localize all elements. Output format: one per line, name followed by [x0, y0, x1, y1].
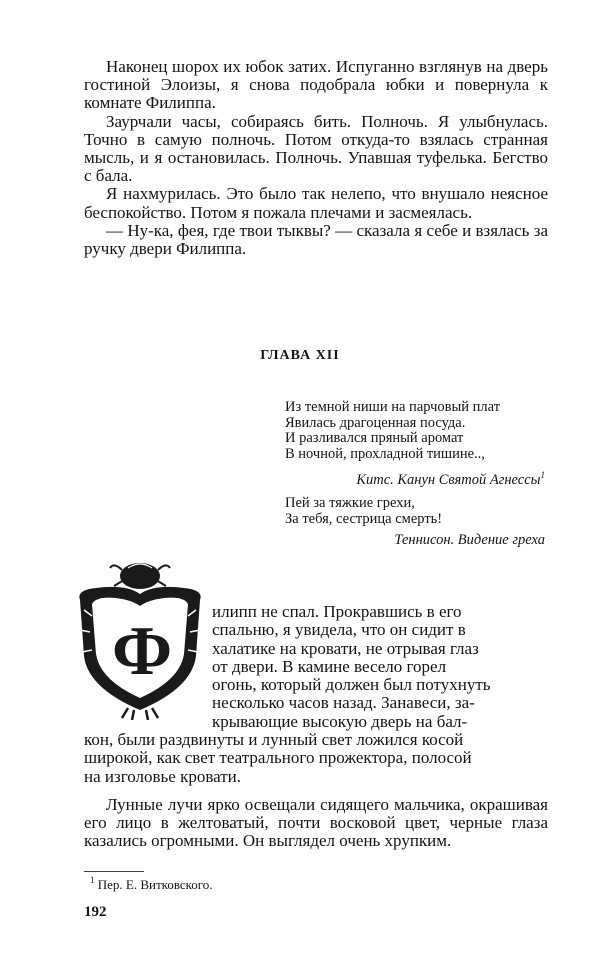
paragraph-3: Я нахмурилась. Это было так нелепо, что внушало неясное беспокойство. Потом я пожала плечами и засмеялась.	[84, 184, 548, 222]
epigraph-tennyson	[285, 496, 545, 549]
drop-cap-letter: Ф	[111, 613, 173, 690]
epigraph-line: Пей за тяжкие грехи,	[285, 495, 415, 511]
epigraph-keats	[285, 400, 545, 489]
text-line: халатике на кровати, не отрывая глаз	[212, 638, 479, 658]
text-line: крывающие высокую дверь на бал-	[212, 711, 468, 731]
text-line: на изголовье кровати.	[84, 766, 242, 786]
text-line: несколько часов назад. Занавеси, за-	[212, 693, 475, 713]
epigraph-attribution: Китс. Канун Святой Агнессы$^1$	[356, 470, 545, 488]
text-line: широкой, как свет театрального прожектора, полосой	[84, 748, 472, 768]
text-line: от двери. В камине весело горел	[212, 656, 447, 676]
text-line: огонь, который должен был потухнуть	[212, 675, 491, 695]
paragraph-4: — Ну-ка, фея, где твои тыквы? — сказала я себе и взялась за ручку двери Филиппа.	[84, 220, 548, 259]
paragraph-1: Наконец шорох их юбок затих. Испуганно взглянув на дверь гостиной Элоизы, я снова подобрала юбки и повернула к комнате Филиппа.	[84, 57, 548, 113]
epigraph-attribution: Теннисон. Видение греха	[394, 532, 545, 548]
footnote: $^1$ Пер. Е. Витковского.	[90, 875, 213, 892]
paragraph-2: Заурчали часы, собираясь бить. Полночь. Я улыбнулась. Точно в самую полночь. Потом откуда-то взялась странная мысль, и я остановилась. Полночь. Упавшая туфелька. Бегство с бала.	[84, 111, 548, 186]
epigraph-line: Явилась драгоценная посуда.	[285, 414, 466, 431]
text-line: спальню, я увидела, что он сидит в	[212, 620, 466, 640]
epigraph-line: В ночной, прохладной тишине..,	[285, 445, 485, 462]
closing-paragraph: Лунные лучи ярко освещали сидящего мальчика, окрашивая его лицо в желтоватый, почти восковой цвет, черные глаза казались огромными. Он выглядел очень хрупким.	[84, 795, 548, 851]
footnote-marker: 1	[90, 875, 95, 885]
chapter-opening-paragraph	[84, 603, 548, 786]
text-line: кон, были раздвинуты и лунный свет ложился косой	[84, 730, 464, 750]
text-line: илипп не спал. Прокравшись в его	[212, 602, 462, 621]
epigraph-line: Из темной ниши на парчовый плат	[285, 399, 501, 415]
opening-text	[84, 58, 548, 258]
epigraph-line: И разливался пряный аромат	[285, 430, 464, 446]
page-number: 192	[84, 904, 107, 920]
epigraph-line: За тебя, сестрица смерть!	[285, 510, 443, 527]
chapter-title: ГЛАВА XII	[260, 348, 340, 363]
footnote-marker: 1	[540, 470, 545, 480]
footnote-divider	[84, 871, 144, 872]
